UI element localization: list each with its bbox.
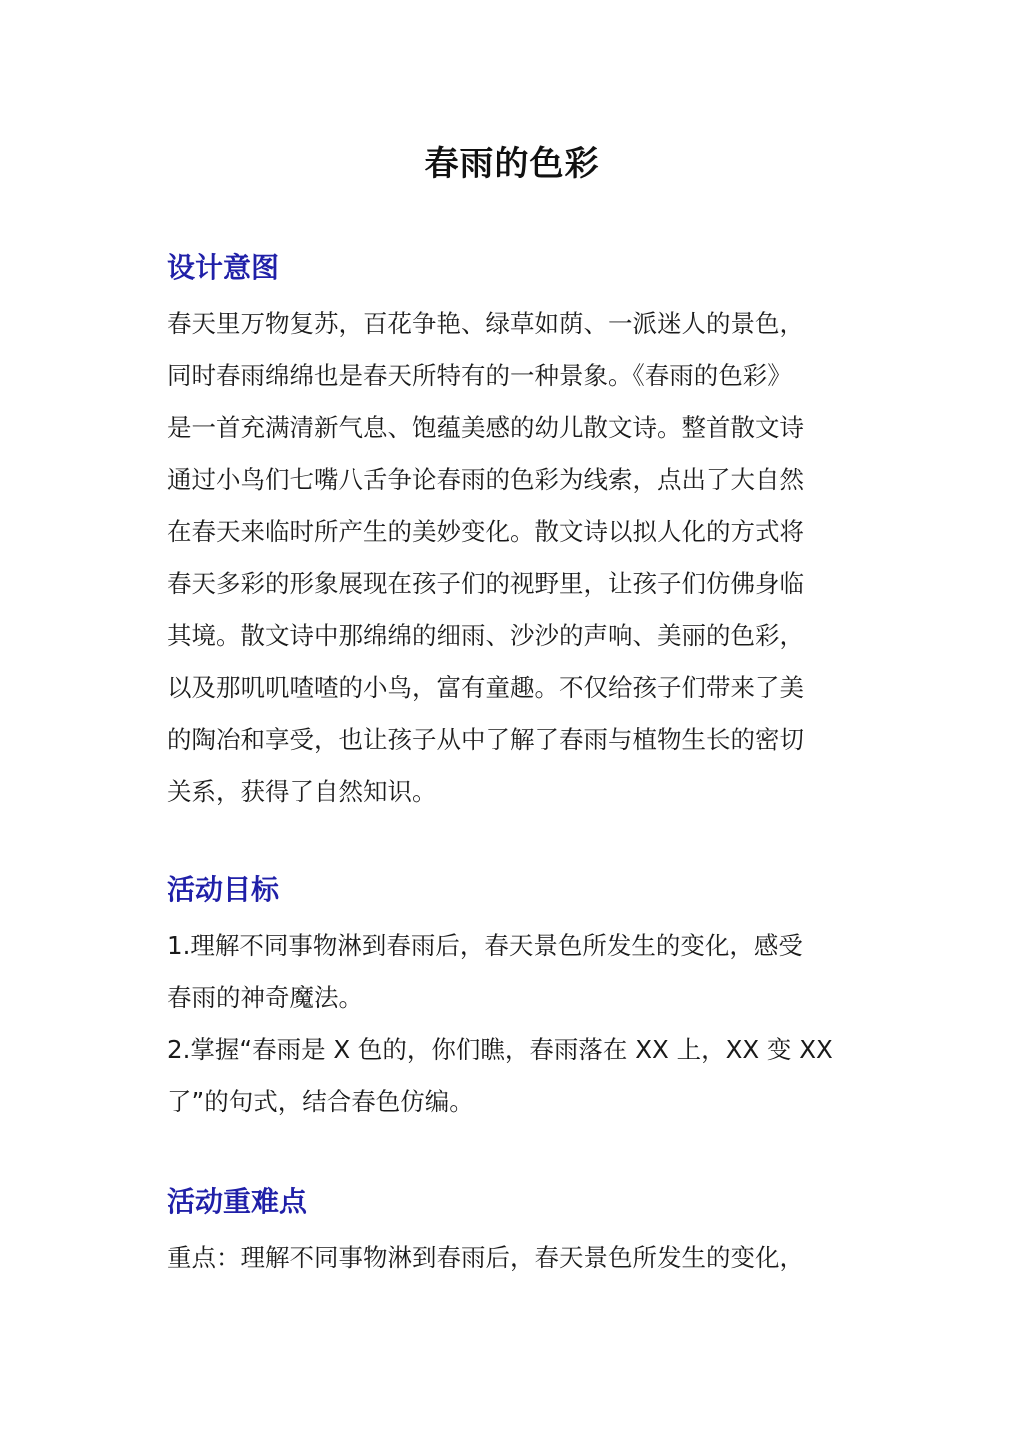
paragraph-line: 是一首充满清新气息、饱蕴美感的幼儿散文诗。整首散文诗 (167, 413, 804, 442)
section-activity-goals (167, 868, 867, 1128)
goal-line: 春雨的神奇魔法。 (167, 983, 363, 1012)
paragraph-line: 关系，获得了自然知识。 (167, 777, 437, 806)
document-title: 春雨的色彩 (424, 144, 600, 184)
goal-line: 1.理解不同事物淋到春雨后，春天景色所发生的变化，感受 (167, 931, 803, 960)
design-intent-paragraph (167, 298, 867, 818)
section-heading-design-intent: 设计意图 (167, 251, 280, 284)
section-heading-key-points: 活动重难点 (167, 1185, 308, 1218)
section-design-intent (167, 246, 867, 818)
goal-line: 2.掌握“春雨是 X 色的，你们瞧，春雨落在 XX 上，XX 变 XX (167, 1035, 833, 1064)
key-point-line: 重点：理解不同事物淋到春雨后，春天景色所发生的变化， (167, 1243, 804, 1272)
paragraph-line: 在春天来临时所产生的美妙变化。散文诗以拟人化的方式将 (167, 517, 804, 546)
section-heading-activity-goals: 活动目标 (167, 873, 280, 906)
section-key-difficult-points (167, 1180, 867, 1284)
paragraph-line: 其境。散文诗中那绵绵的细雨、沙沙的声响、美丽的色彩， (167, 621, 804, 650)
paragraph-line: 以及那叽叽喳喳的小鸟，富有童趣。不仅给孩子们带来了美 (167, 673, 804, 702)
goal-line: 了”的句式，结合春色仿编。 (167, 1087, 474, 1116)
paragraph-line: 春天里万物复苏，百花争艳、绿草如荫、一派迷人的景色， (167, 309, 804, 338)
paragraph-line: 同时春雨绵绵也是春天所特有的一种景象。《春雨的色彩》 (167, 361, 792, 390)
key-points-paragraph (167, 1232, 867, 1284)
paragraph-line: 的陶冶和享受，也让孩子从中了解了春雨与植物生长的密切 (167, 725, 804, 754)
paragraph-line: 春天多彩的形象展现在孩子们的视野里，让孩子们仿佛身临 (167, 569, 804, 598)
paragraph-line: 通过小鸟们七嘴八舌争论春雨的色彩为线索，点出了大自然 (167, 465, 804, 494)
activity-goals-list (167, 920, 867, 1128)
